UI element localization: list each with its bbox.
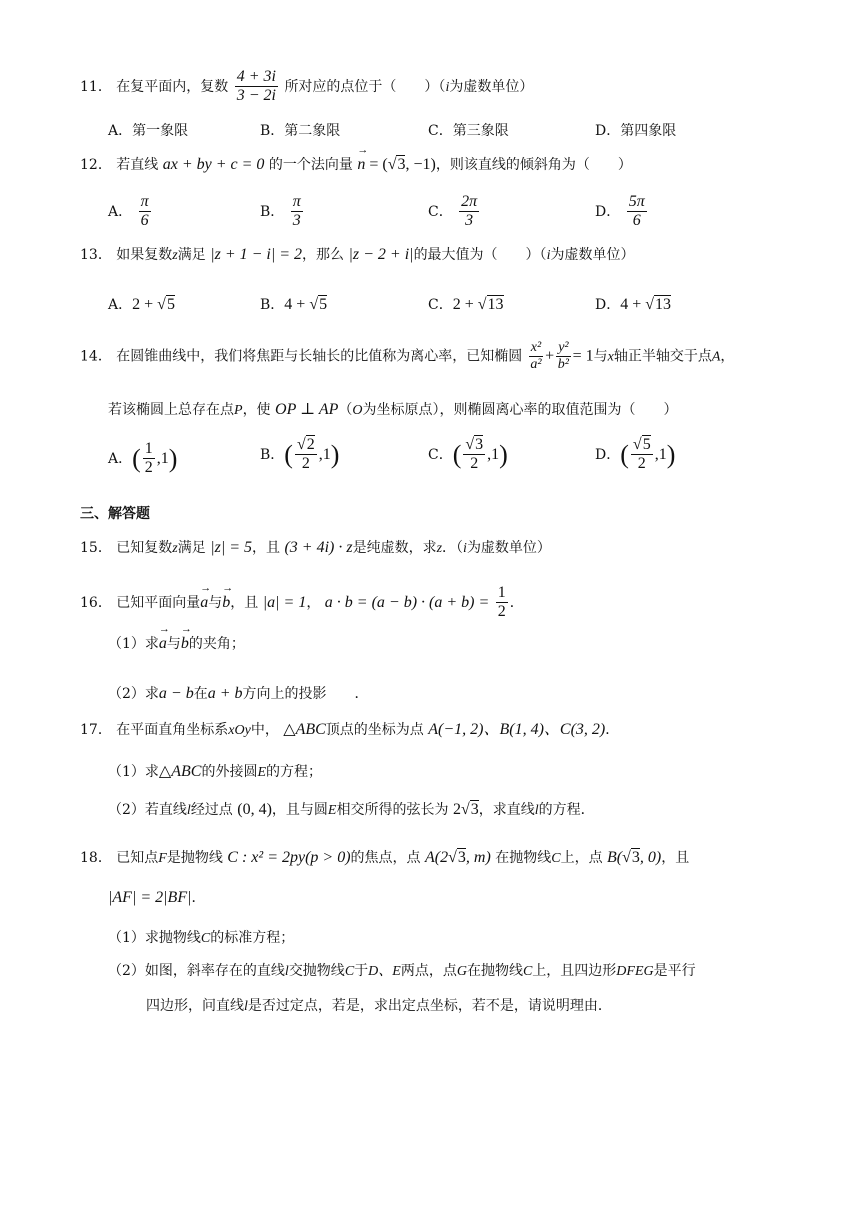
q12-line-eq: ax + by + c = 0 (162, 156, 265, 173)
question-number: 15． (80, 540, 112, 556)
q12-stem: 12． 若直线 ax + by + c = 0 的一个法向量 → n = (√3, −1)，则该直线的倾斜角为（ ） (80, 155, 632, 174)
q11-option-d[interactable]: D．第四象限 (595, 123, 677, 139)
q18-sub2-line2 (146, 998, 612, 1016)
q15-text-b: 满足 (177, 540, 206, 556)
q18-condition: |AF| = 2|BF| (108, 889, 192, 906)
q15-text-f: 为虚数单位） (466, 540, 551, 556)
q13-stem (80, 245, 634, 265)
q16-text-c: ，且 (230, 594, 259, 611)
q13-text-d: 的最大值为（ ）（ (413, 247, 547, 263)
q11-frac-num: 4 + 3i (235, 68, 278, 87)
frac-den: 3 (292, 212, 301, 230)
q15-stem (80, 538, 551, 558)
q18-F: F (158, 851, 167, 866)
q13-text-e: 为虚数单位） (550, 247, 635, 263)
q13-expression: |z − 2 + i| (348, 246, 414, 263)
option-radicand: 13 (655, 296, 672, 313)
q17-sub2-d: 相交所得的弦长为 (336, 802, 449, 818)
q17-points: A(−1, 2)、B(1, 4)、C(3, 2) (428, 721, 606, 738)
q17-sub2-b: 经过点 (190, 802, 233, 818)
q18-text-c: 的焦点，点 (350, 850, 421, 866)
q18-sub2-l: l (284, 964, 289, 979)
q18-sub2-C: C (344, 964, 355, 979)
q17-text-d: ． (605, 722, 620, 738)
option-label: B． (260, 446, 285, 463)
frac-num: 5π (627, 193, 647, 212)
q17-sub1-c: 的方程； (266, 764, 323, 780)
q11-option-a[interactable]: A．第一象限 (108, 123, 189, 139)
q17-sub1-tri: △ABC (158, 763, 202, 780)
q15-expression: (3 + 4i) · z (284, 539, 353, 556)
q17-chord-coef: 2 (452, 801, 461, 818)
q18-sub1 (108, 930, 294, 948)
option-label: C． (428, 446, 453, 463)
frac-num: 2π (459, 193, 479, 212)
q15-imag: i (463, 541, 467, 556)
q12-option-d[interactable] (595, 193, 649, 231)
frac-den: 2 (637, 455, 646, 473)
q13-option-c[interactable]: C．2 + √13 (428, 296, 504, 313)
q18-sub1-b: 的标准方程； (210, 930, 295, 946)
q13-condition: |z + 1 − i| = 2 (210, 246, 303, 263)
q12-text-b: 的一个法向量 (268, 157, 353, 173)
q15-text-e: ．（ (442, 540, 464, 556)
frac-num: π (291, 193, 303, 212)
q18-sub2-i: 是否过定点，若是，求出定点坐标，若不是，请说明理由． (247, 998, 612, 1014)
q14-A: A (711, 349, 721, 365)
q14-b2: b² (557, 357, 569, 373)
option-label: C． (428, 203, 453, 220)
q17-l2: l (534, 803, 539, 818)
q13-text-c: ，那么 (302, 247, 345, 263)
q13-option-b[interactable]: B．4 + √5 (260, 296, 328, 313)
q18-ptB-a: B( (607, 849, 623, 866)
q14-perp: OP ⊥ AP (275, 401, 339, 418)
q16-equation: a · b = (a − b) · (a + b) = (324, 593, 490, 611)
q18-text-d: 在抛物线 (495, 850, 552, 866)
question-number: 18． (80, 850, 112, 866)
q18-text-f: ，且 (661, 850, 690, 866)
q17-sub1-b: 的外接圆 (201, 764, 258, 780)
q16-text-a: 已知平面向量 (116, 594, 201, 611)
q17-text-a: 在平面直角坐标系 (116, 722, 229, 738)
q17-chord-rad: 3 (470, 801, 479, 818)
option-radicand: 5 (319, 296, 328, 313)
question-number: 14． (80, 348, 112, 365)
q12-vec-c: , −1) (405, 156, 436, 173)
q12-vec-b: 3 (397, 156, 406, 173)
q17-E: E (257, 765, 267, 780)
q14-option-b[interactable]: B．( $\frac{√2}{2}$ ,1) (260, 436, 340, 473)
q15-z: z (172, 541, 178, 556)
q18-sub2-g: 是平行 (653, 963, 696, 979)
option-label: A． (108, 203, 133, 220)
question-number: 11． (80, 78, 112, 95)
q18-text-a: 已知点 (116, 850, 159, 866)
q16-sub2-a: （2）求 (108, 686, 159, 702)
q14-eq-rhs: = 1 (572, 347, 594, 365)
q14-text-f: ，使 (242, 402, 271, 418)
q18-sub2-l2: l (244, 999, 248, 1014)
frac-den: 2 (301, 455, 310, 473)
q18-text-e: 上，点 (560, 850, 603, 866)
q16-frac-den: 2 (497, 603, 506, 621)
frac-num: 2 (306, 436, 315, 453)
q11-fraction (235, 68, 278, 106)
q17-sub2-f: 的方程． (538, 802, 595, 818)
q17-triangle: △ABC (283, 721, 326, 738)
q16-text-b: 与 (208, 594, 223, 611)
q12-text-a: 若直线 (116, 157, 159, 173)
q16-sub1-c: 的夹角； (188, 636, 245, 652)
q13-imag: i (546, 248, 551, 263)
option-label: A． (108, 450, 133, 467)
question-number: 16． (80, 594, 112, 611)
q17-sub2-a: （2）若直线 (108, 802, 187, 818)
q18-sub2-DE: D、E (368, 964, 401, 979)
q17-l: l (186, 803, 191, 818)
q14-a2: a² (530, 357, 542, 373)
q17-E2: E (327, 803, 337, 818)
q18-line1: 18． 已知点F是抛物线 C : x² = 2py(p > 0)的焦点，点 A(2√3, m) 在抛物线C上，点 B(√3, 0)，且 (80, 849, 690, 866)
q14-option-a[interactable]: A．( $\frac{1}{2}$ ,1) (108, 440, 178, 477)
q18-C: C (551, 851, 561, 866)
q14-text-d: 轴正半轴交于点 (613, 348, 712, 365)
q15-condition: |z| = 5 (210, 539, 253, 556)
q18-sub1-C: C (200, 931, 211, 946)
q13-z: z (172, 248, 178, 263)
option-pre: 2 + (132, 296, 158, 313)
q14-text-a: 在圆锥曲线中，我们将焦距与长轴长的比值称为离心率，已知椭圆 (116, 348, 523, 365)
q18-sub2-G: G (456, 964, 467, 979)
q14-option-c[interactable]: C．( $\frac{√3}{2}$ ,1) (428, 436, 508, 473)
q14-text-c: 与 (593, 348, 608, 365)
option-label: C． (428, 297, 453, 313)
q18-sub2-h: 四边形，问直线 (146, 998, 244, 1014)
q18-sub1-a: （1）求抛物线 (108, 930, 201, 946)
q12-vec-a: = ( (365, 156, 388, 173)
q14-x2: x² (529, 340, 543, 357)
q13-option-a[interactable]: A．2 + √5 (108, 296, 175, 313)
q17-text-c: 顶点的坐标为点 (325, 722, 424, 738)
q17-point: (0, 4) (237, 801, 272, 818)
q16-sub2-b: 在 (193, 686, 208, 702)
q16-vector-a: → a (200, 593, 208, 612)
q17-sub2-e: ，求直线 (478, 802, 535, 818)
q18-line2 (108, 888, 205, 907)
option-pre: 4 + (620, 296, 646, 313)
q17-sub2-c: ，且与圆 (271, 802, 328, 818)
q18-sub2-d: 两点，点 (400, 963, 457, 979)
q16-condition: |a| = 1 (262, 593, 307, 611)
q17-sub2: （2）若直线l经过点 (0, 4)，且与圆E相交所得的弦长为 2√3，求直线l的方程． (108, 801, 595, 818)
q18-sub2-C2: C (522, 964, 533, 979)
q18-ptB-b: , 0) (639, 849, 662, 866)
q15-text-c: ，且 (252, 540, 281, 556)
frac-num: π (139, 193, 151, 212)
q16-frac-num: 1 (496, 584, 508, 603)
q12-option-b[interactable] (260, 193, 305, 231)
q12-text-c: ，则该直线的倾斜角为（ ） (435, 157, 632, 173)
option-label: A． (108, 297, 133, 313)
option-label: D． (595, 203, 621, 220)
q16-sub2-expr2: a + b (207, 685, 243, 702)
frac-den: 3 (465, 212, 474, 230)
q18-text-b: 是抛物线 (166, 850, 223, 866)
q14-P: P (234, 403, 243, 418)
q14-y2: y² (556, 340, 570, 357)
q11-text-b: 所对应的点位于（ ）（ (284, 78, 446, 95)
q16-sub1-b: 与 (166, 636, 181, 652)
frac-num: 1 (143, 440, 155, 459)
question-number: 13． (80, 247, 112, 263)
q16-sub2-c: 方向上的投影 ． (242, 686, 369, 702)
q18-sub2-a: （2）如图，斜率存在的直线 (108, 963, 285, 979)
option-label: D． (595, 297, 621, 313)
frac-num: 3 (475, 436, 484, 453)
q13-text-a: 如果复数 (116, 247, 173, 263)
q16-text-e: ． (509, 594, 524, 611)
frac-num: 5 (642, 436, 651, 453)
q14-text-h: 为坐标原点），则椭圆离心率的取值范围为（ ） (362, 402, 678, 418)
q11-text-c: 为虚数单位） (449, 78, 534, 95)
frac-den: 2 (144, 459, 153, 477)
q18-line2-end: ． (191, 890, 206, 906)
q14-text-e: 若该椭圆上总存在点 (108, 402, 234, 418)
q16-sub1-a: （1）求 (108, 636, 159, 652)
q12-vector: → n (357, 155, 365, 174)
option-radicand: 13 (487, 296, 504, 313)
q18-sub2-e: 在抛物线 (466, 963, 523, 979)
q15-text-d: 是纯虚数，求 (352, 540, 437, 556)
frac-den: 2 (470, 455, 479, 473)
q18-sub2-b: 交抛物线 (288, 963, 345, 979)
q17-text-b: 中， (250, 722, 279, 738)
q17-xoy: xOy (228, 723, 251, 738)
option-label: D． (595, 446, 621, 463)
q14-text-g: （ (338, 402, 353, 418)
question-number: 12． (80, 157, 112, 173)
q17-sub1-a: （1）求 (108, 764, 159, 780)
question-number: 17． (80, 722, 112, 738)
q18-ptA-rad: 3 (457, 849, 466, 866)
q18-ptA-b: , m) (465, 849, 491, 866)
q14-x: x (607, 349, 614, 365)
q14-O: O (352, 403, 363, 418)
q11-option-c[interactable]: C．第三象限 (428, 123, 509, 139)
q18-sub2-f: 上，且四边形 (532, 963, 617, 979)
q18-sub2-line1 (108, 963, 696, 981)
q15-text-a: 已知复数 (116, 540, 173, 556)
frac-den: 6 (632, 212, 641, 230)
q18-sub2-c: 于 (354, 963, 369, 979)
q18-sub2-quad: DFEG (616, 964, 654, 979)
option-pre: 2 + (452, 296, 478, 313)
q16-sub2 (108, 684, 369, 703)
option-radicand: 5 (166, 296, 175, 313)
q13-option-d[interactable]: D．4 + √13 (595, 296, 672, 313)
q11-frac-den: 3 − 2i (236, 87, 276, 105)
q18-ptA-a: A(2 (425, 849, 449, 866)
q13-text-b: 满足 (177, 247, 206, 263)
q11-imag: i (445, 79, 450, 95)
frac-den: 6 (140, 212, 149, 230)
q17-stem (80, 720, 619, 740)
q18-parabola: C : x² = 2py(p > 0) (227, 849, 351, 866)
q11-option-b[interactable]: B．第二象限 (260, 123, 341, 139)
q14-line2 (108, 400, 677, 420)
q14-line1: 14． 在圆锥曲线中，我们将焦距与长轴长的比值称为离心率，已知椭圆 $\frac{\text{x²}}{\text{a²}}$ + $\frac{\text{y²}}{\text{b²}}$ = 1与x轴正半轴交于点A， (80, 340, 735, 373)
q16-stem (80, 584, 524, 622)
q18-ptB-rad: 3 (631, 849, 640, 866)
section-heading: 三、解答题 (80, 506, 150, 522)
option-pre: 4 + (284, 296, 310, 313)
q12-option-c[interactable] (428, 193, 481, 231)
q11-text-a: 在复平面内，复数 (116, 78, 229, 95)
q16-sub2-expr1: a − b (158, 685, 194, 702)
q16-sub1: （1）求→ a与→ b的夹角； (108, 634, 245, 653)
q16-vector-b: → b (222, 593, 230, 612)
option-label: B． (260, 297, 285, 313)
option-label: B． (260, 203, 285, 220)
q17-sub1 (108, 762, 322, 782)
q16-text-d: ， (306, 594, 321, 611)
q14-option-d[interactable]: D．( $\frac{√5}{2}$ ,1) (595, 436, 676, 473)
q12-option-a[interactable] (108, 193, 153, 231)
q15-z2: z (436, 541, 443, 556)
q11-stem (80, 68, 533, 106)
